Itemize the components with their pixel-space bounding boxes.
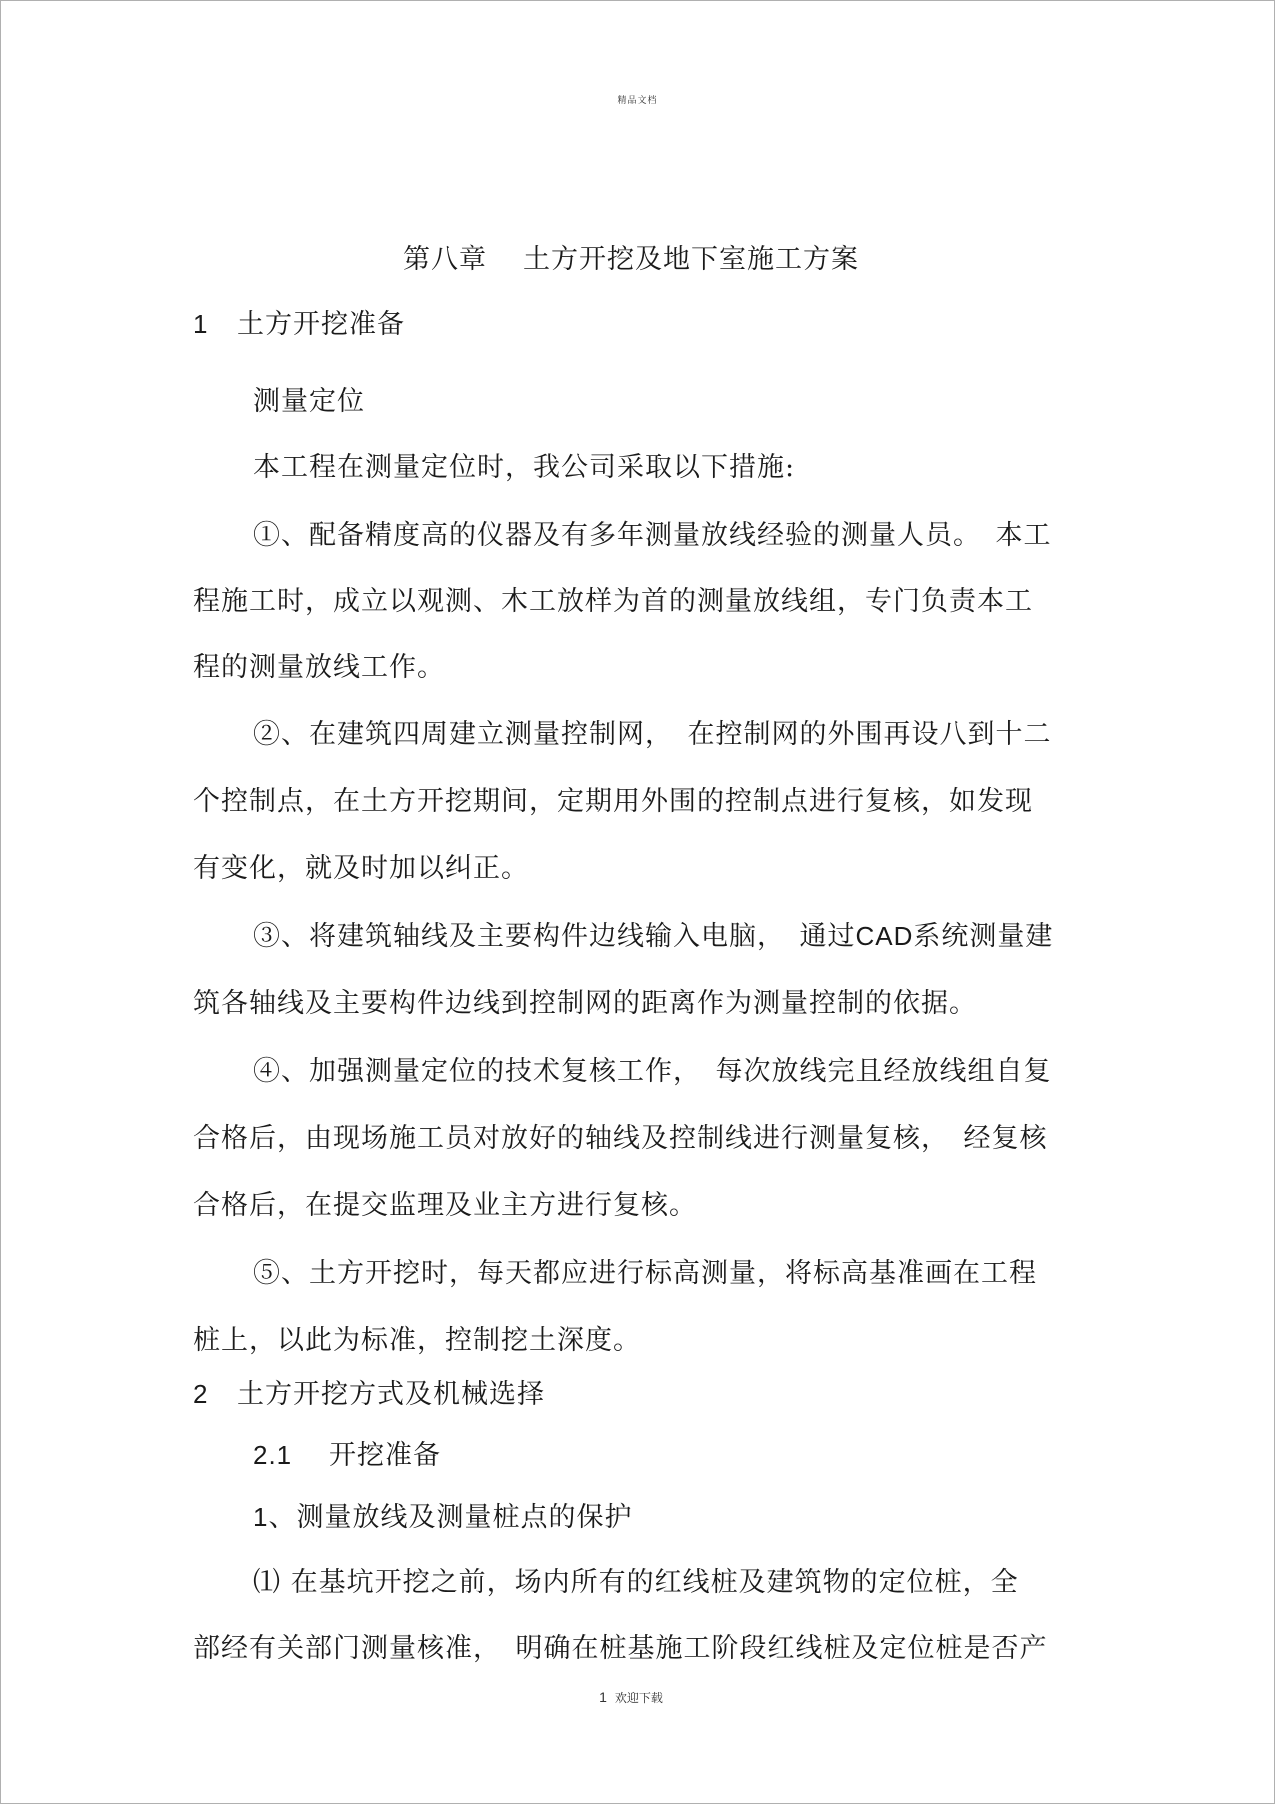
- chapter-number: 第八章: [403, 244, 487, 275]
- page-header: 精品文档: [617, 96, 658, 106]
- paragraph-line: [253, 914, 1053, 953]
- footer-text: 欢迎下载: [614, 1691, 663, 1705]
- subsection-heading: 测量定位: [253, 386, 365, 417]
- text-run: CAD: [855, 921, 914, 951]
- list-item-number: 1: [253, 1502, 269, 1532]
- paragraph-line: 合格后，在提交监理及业主方进行复核。: [193, 1190, 697, 1221]
- paragraph-line: 本工程在测量定位时，我公司采取以下措施:: [253, 452, 796, 483]
- list-item-heading: [253, 1495, 632, 1534]
- text-run: 系统测量建: [913, 921, 1054, 952]
- section-heading-1: [193, 302, 405, 341]
- paragraph-line: 桩上，以此为标准，控制挖土深度。: [193, 1325, 641, 1356]
- paragraph-line: 部经有关部门测量核准， 明确在桩基施工阶段红线桩及定位桩是否产: [193, 1633, 1048, 1664]
- paragraph-line: ④、加强测量定位的技术复核工作， 每次放线完且经放线组自复: [253, 1056, 1052, 1087]
- subsection-heading: [253, 1433, 441, 1472]
- section-number: 1: [193, 309, 209, 339]
- paragraph-line: 程施工时，成立以观测、木工放样为首的测量放线组，专门负责本工: [193, 586, 1033, 617]
- page-footer: [1, 1689, 1261, 1706]
- section-heading-2: [193, 1372, 545, 1411]
- chapter-title: [1, 237, 1261, 276]
- paragraph-line: ①、配备精度高的仪器及有多年测量放线经验的测量人员。 本工: [253, 520, 1052, 551]
- section-number: 2: [193, 1379, 209, 1409]
- paragraph-line: ⑤、土方开挖时，每天都应进行标高测量，将标高基准画在工程: [253, 1258, 1037, 1289]
- paragraph-line: 合格后，由现场施工员对放好的轴线及控制线进行测量复核， 经复核: [193, 1123, 1048, 1154]
- paragraph-line: 程的测量放线工作。: [193, 652, 445, 683]
- section-title: 土方开挖准备: [237, 309, 405, 340]
- paragraph-line: 筑各轴线及主要构件边线到控制网的距离作为测量控制的依据。: [193, 988, 977, 1019]
- paragraph-line: 个控制点，在土方开挖期间，定期用外围的控制点进行复核，如发现: [193, 786, 1033, 817]
- subsection-title: 开挖准备: [329, 1440, 441, 1471]
- paragraph-line: ⑴ 在基坑开挖之前，场内所有的红线桩及建筑物的定位桩，全: [253, 1567, 1019, 1598]
- chapter-subject: 土方开挖及地下室施工方案: [523, 244, 859, 275]
- section-title: 土方开挖方式及机械选择: [237, 1379, 545, 1410]
- paragraph-line: ②、在建筑四周建立测量控制网， 在控制网的外围再设八到十二: [253, 719, 1052, 750]
- text-run: ③、将建筑轴线及主要构件边线输入电脑， 通过: [253, 921, 856, 952]
- list-item-title: 、测量放线及测量桩点的保护: [268, 1502, 633, 1533]
- page-number: 1: [599, 1689, 607, 1705]
- paragraph-line: 有变化，就及时加以纠正。: [193, 853, 529, 884]
- subsection-number: 2.1: [253, 1440, 293, 1470]
